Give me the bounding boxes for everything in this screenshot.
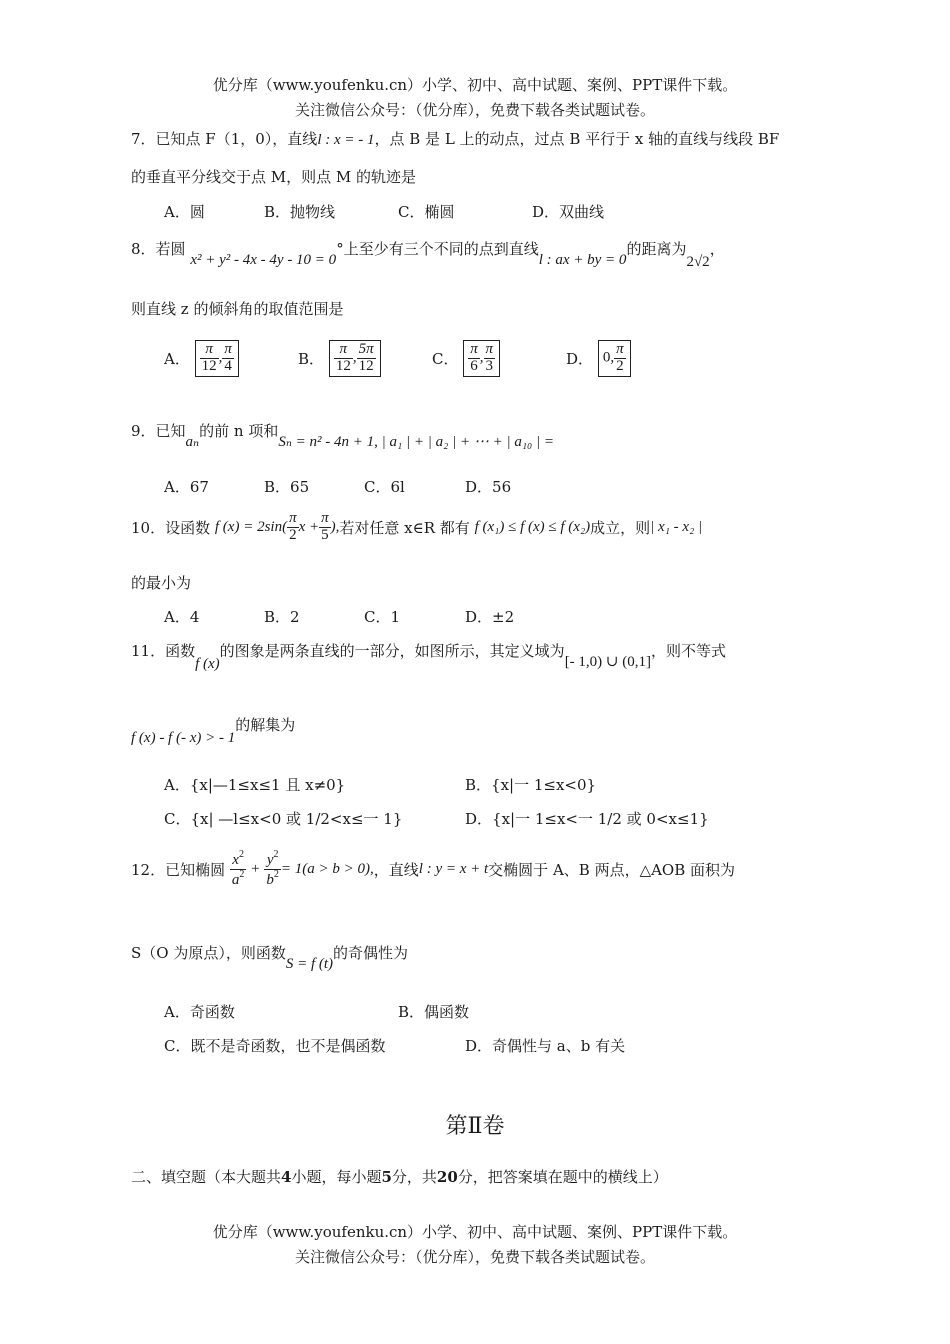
- q10-option-b: B．2: [264, 608, 300, 626]
- q8-text-b: °上至少有三个不同的点到直线: [336, 240, 539, 258]
- q7-option-d: D．双曲线: [532, 203, 605, 221]
- q11-option-a: A．{x|—1≤x≤1 且 x≠0}: [164, 776, 346, 794]
- q7-option-a: A．圆: [164, 203, 205, 221]
- q12-ellipse-tail: = 1(a > b > 0),: [280, 860, 374, 877]
- q7-text-c: 的垂直平分线交于点 M，则点 M 的轨迹是: [131, 168, 417, 186]
- q12-option-a: A．奇函数: [164, 1003, 235, 1021]
- q11-option-b: B．{x|一 1≤x<0}: [465, 776, 597, 794]
- q8-text-c: 的距离为: [626, 240, 687, 258]
- q12-func: S = f (t): [285, 956, 334, 972]
- q12-line-2: S（O 为原点），则函数S = f (t)的奇偶性为: [131, 944, 409, 972]
- q10-option-a: A．4: [164, 608, 200, 626]
- q7-line-eq: l : x = - 1: [317, 132, 375, 148]
- question-10: 10．设函数 f (x) = 2sin( $\frac{\pi}{2}$ x + $\frac{\pi}{5}$ ),若对任意 x∈R 都有 f (x₁) ≤ f (x) ≤ f (x₂)成立，则| x₁ - x₂ |: [131, 510, 703, 543]
- q9-formula: Sₙ = n² - 4n + 1, | a₁ | + | a₂ | + ⋯ + | a₁₀ | =: [278, 434, 554, 450]
- q7-option-c: C．椭圆: [398, 203, 455, 221]
- question-12: 12．已知椭圆 $\frac{x^2}{a^2}$ + $\frac{y^2}{b^2}$ = 1(a > b > 0),，直线l : y = x + t交椭圆于 A、B 两点，△AOB 面积为: [131, 849, 736, 888]
- q8-option-b: B． $\frac{\pi}{12}$ , $\frac{5\pi}{12}$: [298, 340, 381, 377]
- q8-text-d: ，: [709, 240, 725, 258]
- q10-text-a: 10．设函数: [131, 518, 211, 537]
- q12-option-d: D．奇偶性与 a、b 有关: [465, 1037, 626, 1055]
- footer-line-1: 优分库（www.youfenku.cn）小学、初中、高中试题、案例、PPT课件下载。: [212, 1223, 738, 1241]
- q12-line-eq: l : y = x + t: [418, 860, 489, 877]
- section-title: 第Ⅱ卷: [445, 1114, 505, 1139]
- header-line-1: 优分库（www.youfenku.cn）小学、初中、高中试题、案例、PPT课件下载。: [212, 76, 738, 94]
- question-11: 11．函数f (x)的图象是两条直线的一部分，如图所示，其定义域为[- 1,0) ∪ (0,1]，则不等式: [131, 642, 726, 672]
- q8-distance: 2√2: [686, 254, 710, 270]
- q9-seq: aₙ: [185, 434, 200, 450]
- question-9: [131, 420, 554, 450]
- q11-option-c: C．{x| —l≤x<0 或 1/2<x≤一 1}: [164, 810, 403, 828]
- q9-option-c: C．6l: [364, 478, 405, 496]
- q10-text-d: 的最小为: [131, 574, 192, 592]
- q11-domain: [- 1,0) ∪ (0,1]: [564, 654, 651, 670]
- question-7: [131, 128, 779, 149]
- q8-option-d: D． 0, $\frac{\pi}{2}$: [566, 340, 631, 377]
- q7-option-b: B．抛物线: [264, 203, 336, 221]
- q11-option-d: D．{x|一 1≤x<一 1/2 或 0<x≤1}: [465, 810, 709, 828]
- q9-text-b: 的前 n 项和: [199, 422, 279, 440]
- q9-option-b: B．65: [264, 478, 310, 496]
- q12-option-b: B．偶函数: [398, 1003, 470, 1021]
- q11-ineq-line: f (x) - f (- x) > - 1的解集为: [131, 716, 296, 746]
- q8-line-eq: l : ax + by = 0: [538, 252, 627, 268]
- q7-text-b: ，点 B 是 L 上的动点，过点 B 平行于 x 轴的直线与线段 BF: [374, 130, 780, 148]
- header-line-2: 关注微信公众号：（优分库），免费下载各类试题试卷。: [294, 101, 655, 119]
- q8-option-c: C． $\frac{\pi}{6}$ , $\frac{\pi}{3}$: [432, 340, 500, 377]
- q10-option-d: D．±2: [465, 608, 515, 626]
- q11-ineq: f (x) - f (- x) > - 1: [131, 730, 236, 746]
- q11-func: f (x): [195, 656, 220, 672]
- q7-text-a: 7．已知点 F（1，0），直线: [131, 130, 318, 148]
- q8-text-e: 则直线 z 的倾斜角的取值范围是: [131, 300, 344, 318]
- footer-line-2: 关注微信公众号：（优分库），免费下载各类试题试卷。: [294, 1248, 655, 1266]
- q9-text-a: 9．已知: [131, 422, 186, 440]
- q8-circle-eq: x² + y² - 4x - 4y - 10 = 0: [190, 252, 337, 268]
- q10-option-c: C．1: [364, 608, 401, 626]
- q9-option-d: D．56: [465, 478, 512, 496]
- q9-option-a: A．67: [164, 478, 209, 496]
- section-instructions: 二、填空题（本大题共4小题，每小题5分，共20分，把答案填在题中的横线上）: [131, 1168, 668, 1186]
- q8-text-a: 8．若圆: [131, 240, 186, 258]
- q8-option-a: A． $\frac{\pi}{12}$ , $\frac{\pi}{4}$: [164, 340, 239, 377]
- q12-option-c: C．既不是奇函数，也不是偶函数: [164, 1037, 386, 1055]
- question-8: [131, 238, 725, 270]
